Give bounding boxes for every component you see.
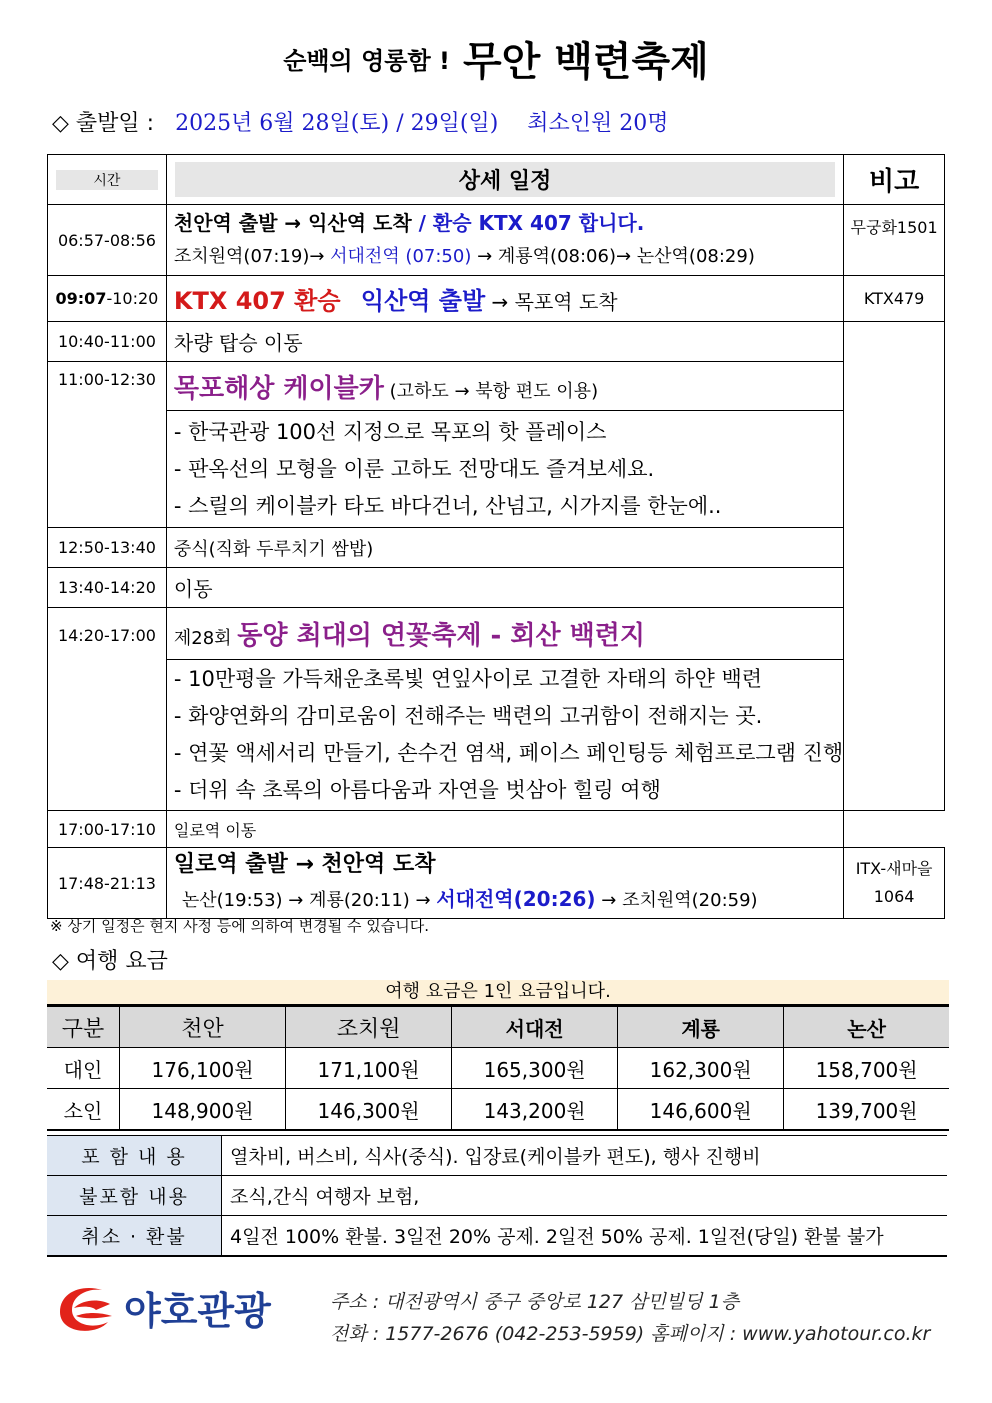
schedule-row — [48, 848, 945, 919]
fee-banner: 여행 요금은 1인 요금입니다. — [47, 980, 949, 1006]
stop-text: 논산(19:53) → 계룡(20:11) → — [181, 890, 437, 911]
festival-edition: 제28회 — [173, 628, 238, 649]
return-route: 일로역 출발 → 천안역 도착 — [173, 852, 436, 877]
title-main: 무안 백련축제 — [463, 39, 709, 85]
stop-highlight: 서대전역 (07:50) — [330, 246, 472, 267]
schedule-notice: ※ 상기 일정은 현지 사정 등에 의하여 변경될 수 있습니다. — [50, 917, 430, 935]
row-time: 17:48-21:13 — [48, 848, 167, 919]
fee-cell: 176,100원 — [120, 1048, 286, 1089]
info-label: 취소 · 환불 — [47, 1216, 222, 1257]
schedule-row — [48, 411, 945, 528]
fee-header: 계룡 — [618, 1007, 784, 1048]
schedule-row — [48, 322, 945, 362]
stop-text: → 계룡역(08:06)→ 논산역(08:29) — [471, 246, 755, 267]
row-note: KTX479 — [844, 276, 945, 322]
fee-cell: 143,200원 — [452, 1089, 618, 1131]
stop-text: → 조치원역(20:59) — [595, 890, 758, 911]
transfer-text: / 환승 KTX 407 합니다. — [411, 211, 645, 235]
fee-header: 천안 — [120, 1007, 286, 1048]
stop-text: 조치원역(07:19)→ — [173, 246, 331, 267]
schedule-row — [48, 660, 945, 811]
row-time-bold: 09:07 — [55, 289, 107, 308]
minimum-participants: 최소인원 20명 — [527, 111, 669, 136]
cablecar-title: 목포해상 케이블카 — [173, 373, 384, 404]
fee-cell: 165,300원 — [452, 1048, 618, 1089]
fee-cell: 소인 — [47, 1089, 120, 1131]
schedule-row — [48, 608, 945, 660]
company-logo — [52, 1278, 322, 1342]
fee-header-row — [47, 1007, 949, 1048]
fee-cell: 146,300원 — [286, 1089, 452, 1131]
row-note-empty — [844, 322, 945, 811]
schedule-row — [48, 276, 945, 322]
fee-cell: 158,700원 — [784, 1048, 949, 1089]
logo-swoosh-icon — [52, 1278, 322, 1342]
arrival-text: → 목포역 도착 — [485, 290, 618, 314]
list-item: - 연꽃 액세서리 만들기, 손수건 염색, 페이스 페인팅등 체험프로그램 진행 — [173, 741, 844, 765]
list-item: - 10만평을 가득채운초록빛 연잎사이로 고결한 자태의 하얀 백련 — [173, 667, 763, 691]
header-detail: 상세 일정 — [175, 162, 835, 197]
ktx-transfer: KTX 407 환승 — [173, 287, 341, 315]
info-value: 조식,간식 여행자 보험, — [222, 1176, 948, 1216]
info-table — [47, 1135, 947, 1257]
schedule-row — [48, 568, 945, 608]
departure-label: ◇ 출발일 : — [52, 111, 155, 136]
svg-text:야호관광: 야호관광 — [124, 1289, 271, 1333]
stop-highlight: 서대전역(20:26) — [436, 887, 596, 911]
schedule-row — [48, 528, 945, 568]
fee-header: 조치원 — [286, 1007, 452, 1048]
schedule-header-row — [48, 155, 945, 205]
row-time: 06:57-08:56 — [48, 205, 167, 276]
info-label: 불포함 내용 — [47, 1176, 222, 1216]
departure-station: 익산역 출발 — [360, 287, 486, 315]
row-time: 13:40-14:20 — [48, 568, 167, 608]
table-row — [47, 1089, 949, 1131]
fee-header: 구분 — [47, 1007, 120, 1048]
row-text: 이동 — [166, 568, 843, 608]
list-item: - 판옥선의 모형을 이룬 고하도 전망대도 즐겨보세요. — [173, 456, 655, 481]
address-line: 주소 : 대전광역시 중구 중앙로 127 삼민빌딩 1층 — [330, 1291, 740, 1313]
fee-cell: 146,600원 — [618, 1089, 784, 1131]
schedule-row — [48, 205, 945, 276]
list-item: - 스릴의 케이블카 타도 바다건너, 산넘고, 시가지를 한눈에.. — [173, 493, 722, 518]
row-time-end: -10:20 — [106, 289, 159, 308]
row-text: 중식(직화 두루치기 쌈밥) — [166, 528, 843, 568]
schedule-table — [47, 154, 945, 919]
header-note: 비고 — [868, 167, 920, 197]
table-row — [47, 1176, 947, 1216]
contact-line: 전화 : 1577-2676 (042-253-5959) 홈페이지 : www.yahotour.co.kr — [330, 1323, 931, 1345]
row-time: 14:20-17:00 — [48, 608, 167, 811]
info-value: 열차비, 버스비, 식사(중식). 입장료(케이블카 편도), 행사 진행비 — [222, 1136, 948, 1176]
fee-cell: 162,300원 — [618, 1048, 784, 1089]
row-time: 17:00-17:10 — [48, 811, 167, 848]
row-note: ITX-새마을 — [855, 859, 933, 878]
table-row — [47, 1136, 947, 1176]
page-title — [0, 30, 992, 87]
row-note: 무궁화1501 — [844, 205, 945, 276]
table-row — [47, 1216, 947, 1257]
schedule-row — [48, 362, 945, 411]
fee-cell: 139,700원 — [784, 1089, 949, 1131]
cablecar-route: (고하도 → 북항 편도 이용) — [383, 380, 599, 402]
fee-cell: 171,100원 — [286, 1048, 452, 1089]
fee-header: 서대전 — [452, 1007, 618, 1048]
header-time: 시간 — [56, 170, 158, 190]
row-time: 10:40-11:00 — [48, 322, 167, 362]
company-address — [330, 1286, 930, 1350]
festival-title: 동양 최대의 연꽃축제 - 회산 백련지 — [237, 621, 645, 651]
route-text: 천안역 출발 → 익산역 도착 — [173, 211, 412, 235]
schedule-row — [48, 811, 945, 848]
info-value: 4일전 100% 환불. 3일전 20% 공제. 2일전 50% 공제. 1일전(당일) 환불 불가 — [222, 1216, 948, 1257]
row-time: 12:50-13:40 — [48, 528, 167, 568]
departure-line — [52, 106, 669, 137]
table-row — [47, 1048, 949, 1089]
fee-table — [47, 1006, 949, 1131]
list-item: - 더위 속 초록의 아름다움과 자연을 벗삼아 힐링 여행 — [173, 778, 661, 802]
fee-cell: 대인 — [47, 1048, 120, 1089]
info-label: 포 함 내 용 — [47, 1136, 222, 1176]
row-note: 1064 — [873, 887, 915, 906]
title-sub: 순백의 영롱함 ! — [283, 47, 450, 75]
row-time: 11:00-12:30 — [48, 362, 167, 528]
fee-cell: 148,900원 — [120, 1089, 286, 1131]
fee-header: 논산 — [784, 1007, 949, 1048]
list-item: - 화양연화의 감미로움이 전해주는 백련의 고귀함이 전해지는 곳. — [173, 704, 763, 728]
row-text: 차량 탑승 이동 — [166, 322, 843, 362]
list-item: - 한국관광 100선 지정으로 목포의 핫 플레이스 — [173, 419, 607, 444]
departure-dates: 2025년 6월 28일(토) / 29일(일) — [175, 111, 499, 136]
fee-section-title: ◇ 여행 요금 — [52, 949, 168, 974]
row-text: 일로역 이동 — [166, 811, 843, 848]
